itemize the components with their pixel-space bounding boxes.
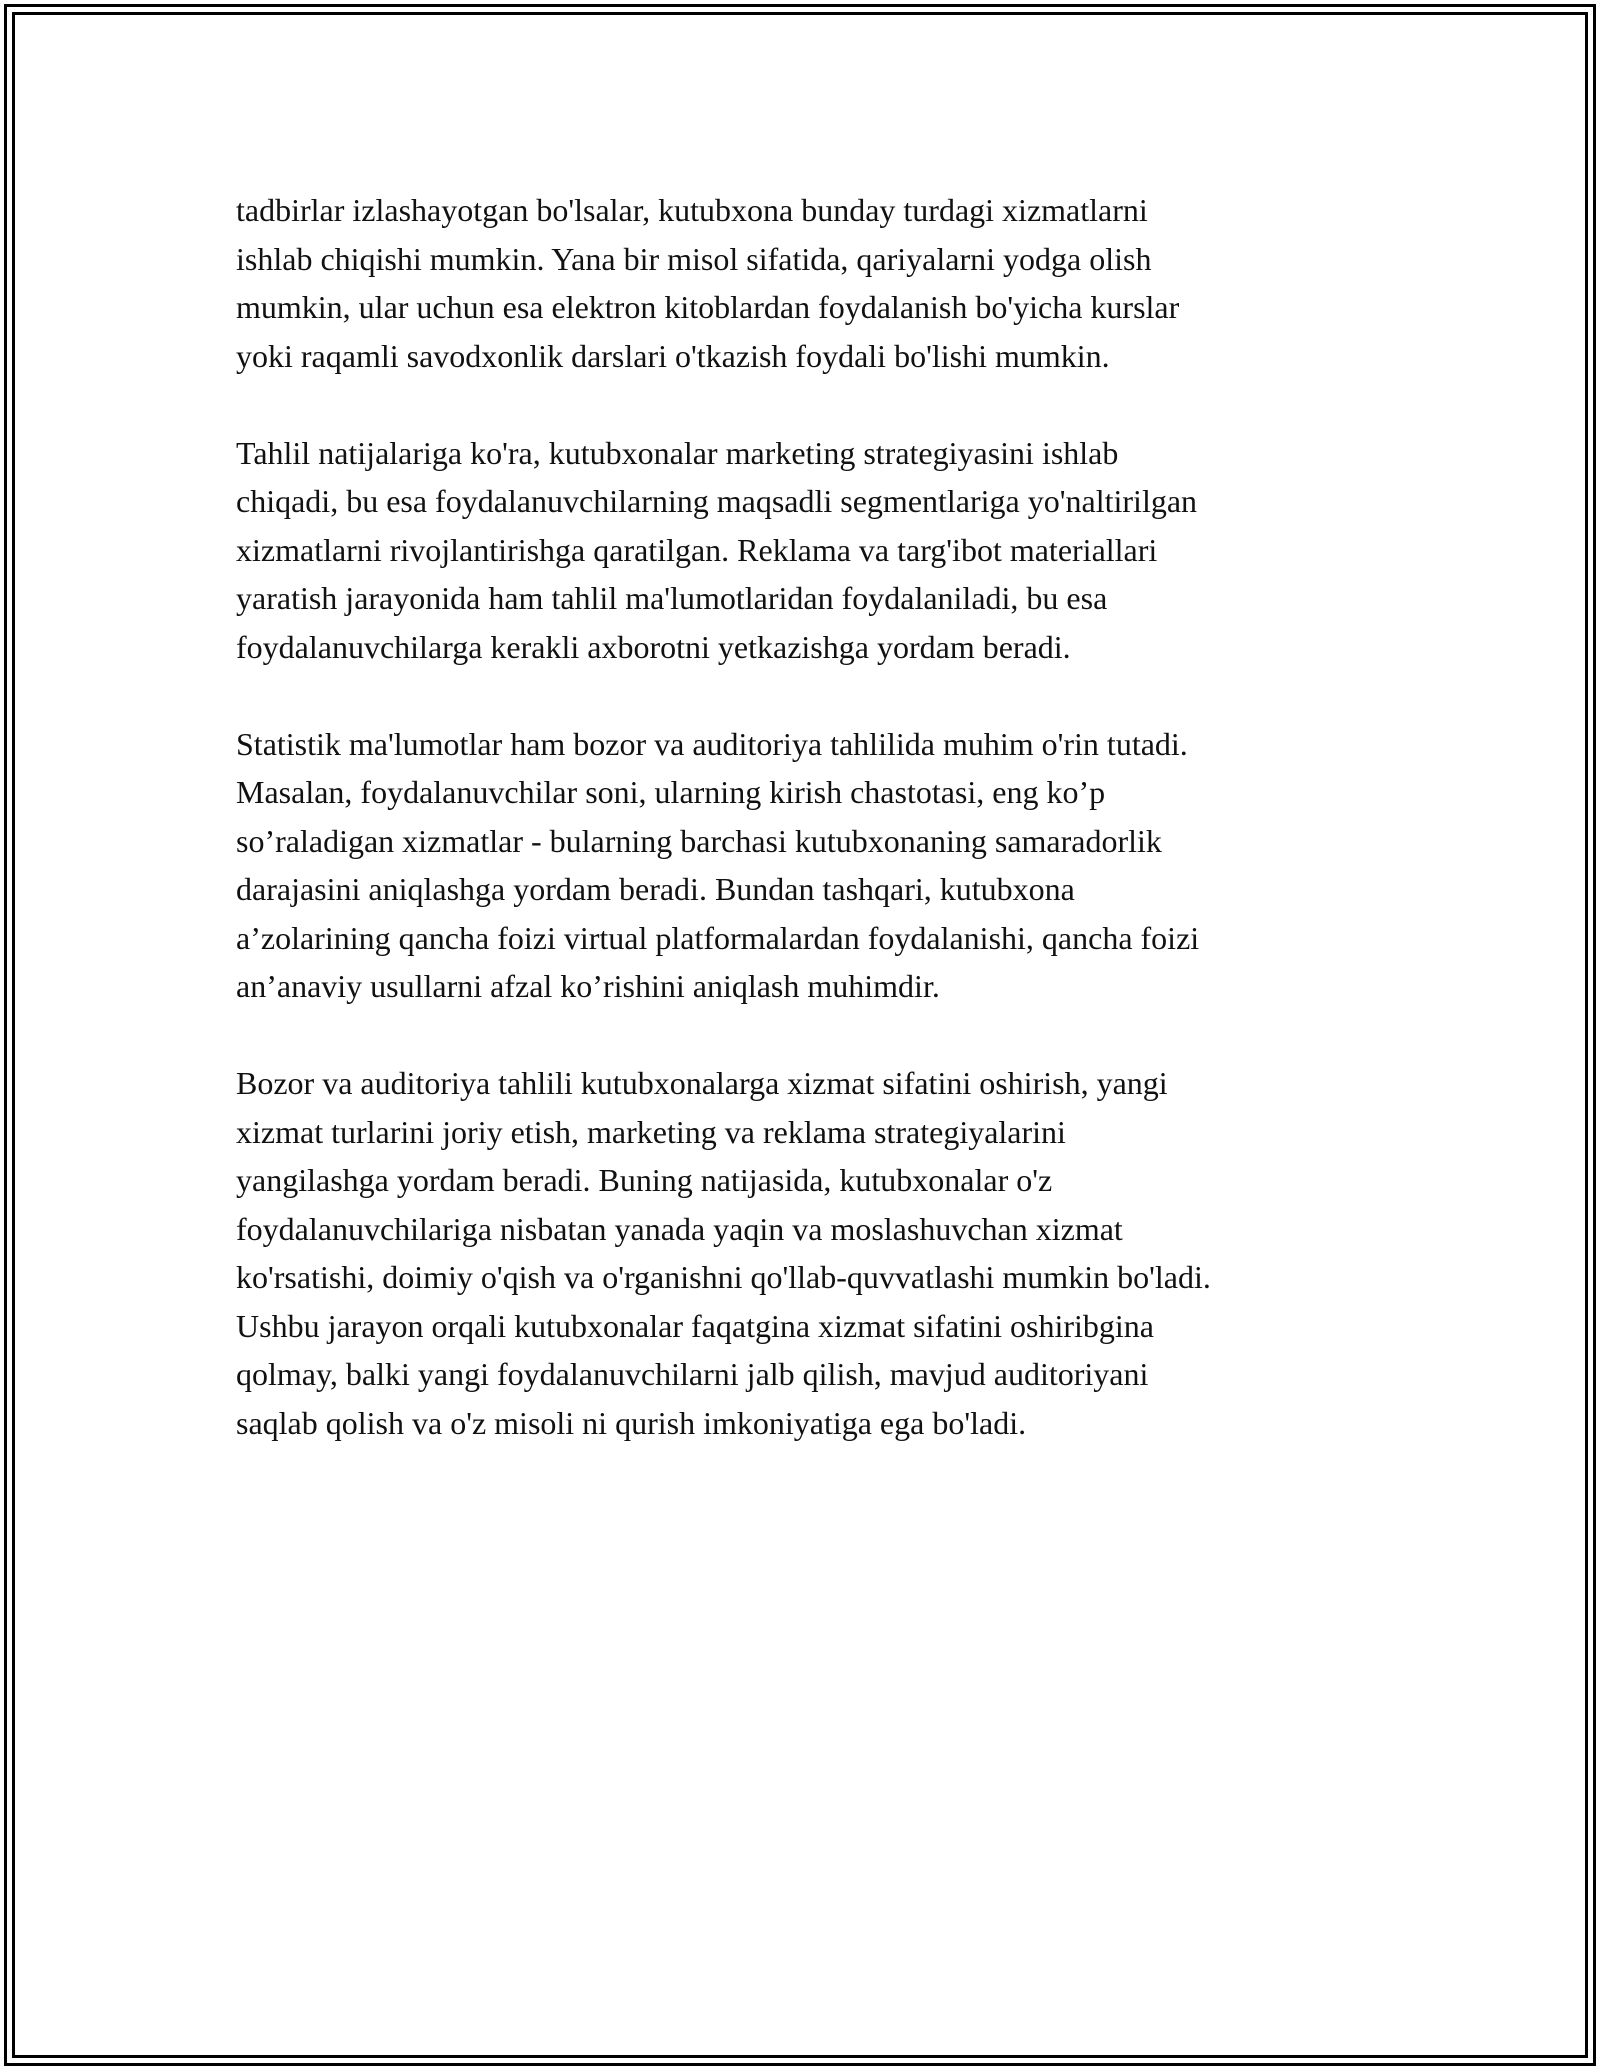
paragraph-4: Bozor va auditoriya tahlili kutubxonalarga xizmat sifatini oshirish, yangi xizmat turlarini joriy etish, marketing va reklama strategiyalarini yangilashga yordam beradi. Buning natijasida, kutubxonalar o'z foydalanuvchilariga nisbatan yanada yaqin va moslashuvchan xizmat ko'rsatishi, doimiy o'qish va o'rganishni qo'llab-quvvatlashi mumkin bo'ladi. Ushbu jarayon orqali kutubxonalar faqatgina xizmat sifatini oshiribgina qolmay, balki yangi foydalanuvchilarni jalb qilish, mavjud auditoriyani saqlab qolish va o'z misoli ni qurish imkoniyatiga ega bo'ladi. — [236, 1065, 1211, 1441]
paragraph-1: tadbirlar izlashayotgan bo'lsalar, kutubxona bunday turdagi xizmatlarni ishlab chiqishi mumkin. Yana bir misol sifatida, qariyalarni yodga olish mumkin, ular uchun esa elektron kitoblardan foydalanish bo'yicha kurslar yoki raqamli savodxonlik darslari o'tkazish foydali bo'lishi mumkin. — [236, 192, 1180, 374]
paragraph-3: Statistik ma'lumotlar ham bozor va auditoriya tahlilida muhim o'rin tutadi. Masalan, foydalanuvchilar soni, ularning kirish chastotasi, eng ko’p so’raladigan xizmatlar - bularning barchasi kutubxonaning samaradorlik darajasini aniqlashga yordam beradi. Bundan tashqari, kutubxona a’zolarining qancha foizi virtual platformalardan foydalanishi, qancha foizi an’anaviy usullarni afzal ko’rishini aniqlash muhimdir. — [236, 725, 1200, 1004]
paragraph-2: Tahlil natijalariga ko'ra, kutubxonalar marketing strategiyasini ishlab chiqadi, bu esa foydalanuvchilarning maqsadli segmentlariga yo'naltirilgan xizmatlarni rivojlantirishga qaratilgan. Reklama va targ'ibot materiallari yaratish jarayonida ham tahlil ma'lumotlaridan foydalaniladi, bu esa foydalanuvchilarga kerakli axborotni yetkazishga yordam beradi. — [236, 434, 1198, 665]
document-body — [236, 186, 1366, 1496]
